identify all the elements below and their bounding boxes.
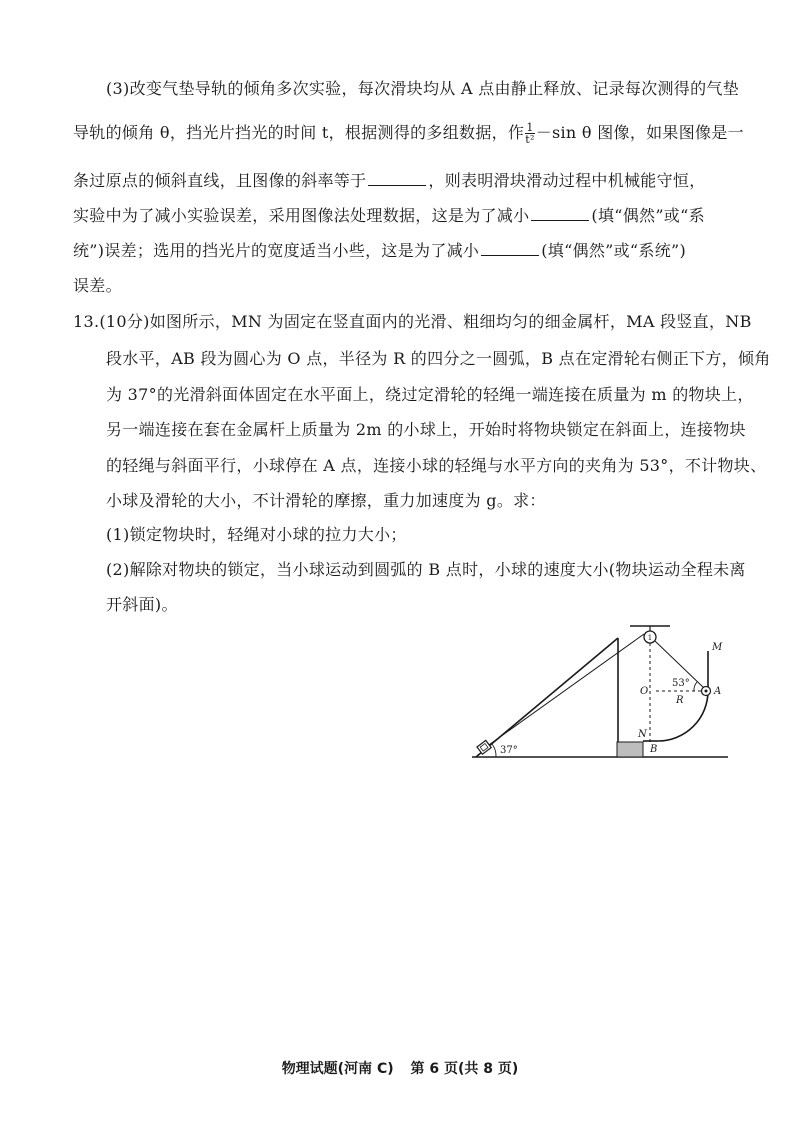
part3-line5-a: 统”)误差；选用的挡光片的宽度适当小些，这是为了减小 (73, 241, 480, 260)
part3-line3-a: 条过原点的倾斜直线，且图像的斜率等于 (73, 171, 367, 190)
part3-line3-b: ，则表明滑块滑动过程中机械能守恒， (428, 171, 706, 190)
fraction-denominator: t² (525, 133, 535, 146)
part3-line4-b: (填“偶然”或“系 (591, 206, 705, 225)
rope-to-block (486, 634, 644, 747)
q13-line3: 为 37°的光滑斜面体固定在水平面上，绕过定滑轮的轻绳一端连接在质量为 m 的物块上， (106, 385, 754, 404)
angle-53-label: 53° (672, 678, 690, 689)
page-footer (0, 1058, 800, 1078)
part3-line4-a: 实验中为了减小实验误差，采用图像法处理数据，这是为了减小 (73, 206, 530, 225)
label-N: N (638, 729, 647, 740)
part3-line2-b: －sin θ 图像，如果图像是一 (535, 123, 744, 142)
footer-page-number: 第 6 页(共 8 页) (410, 1061, 519, 1077)
support-block (617, 742, 643, 757)
q13-line2: 段水平，AB 段为圆心为 O 点，半径为 R 的四分之一圆弧，B 点在定滑轮右侧正下方，倾角 (106, 349, 771, 368)
ball-center-dot (705, 690, 708, 693)
q13-line1: 13.(10分)如图所示，MN 为固定在竖直面内的光滑、粗细均匀的细金属杆，MA 段竖直，NB (73, 312, 752, 331)
angle-37-label: 37° (500, 745, 518, 756)
q13-line4: 另一端连接在套在金属杆上质量为 2m 的小球上，开始时将物块锁定在斜面上，连接物块 (106, 420, 746, 439)
label-M: M (712, 642, 723, 653)
label-A: A (714, 686, 722, 697)
q13-subquestion-2-a: (2)解除对物块的锁定，当小球运动到圆弧的 B 点时，小球的速度大小(物块运动全程未离 (106, 560, 746, 579)
fraction-numerator: 1 (526, 121, 534, 134)
part3-line5-b: (填“偶然”或“系统”) (541, 241, 687, 260)
label-O: O (640, 686, 649, 697)
part3-line2-a: 导轨的倾角 θ，挡光片挡光的时间 t，根据测得的多组数据，作 (73, 123, 525, 142)
q13-line5: 的轻绳与斜面平行，小球停在 A 点，连接小球的轻绳与水平方向的夹角为 53°，不计物块、 (106, 456, 767, 475)
q13-line6: 小球及滑轮的大小，不计滑轮的摩擦，重力加速度为 g。求： (106, 491, 546, 510)
angle-37-arc (492, 744, 496, 757)
q13-subquestion-2-b: 开斜面)。 (106, 595, 178, 614)
part3-line6: 误差。 (73, 276, 122, 295)
pulley-mark: 1 (647, 634, 653, 642)
label-B: B (650, 744, 658, 755)
angle-53-arc (694, 682, 697, 691)
label-R: R (676, 695, 684, 706)
block-icon (477, 740, 491, 754)
part3-line1: (3)改变气垫导轨的倾角多次实验，每次滑块均从 A 点由静止释放、记录每次测得的气垫 (106, 79, 739, 98)
footer-subject: 物理试题(河南 C) (281, 1061, 394, 1077)
q13-subquestion-1: (1)锁定物块时，轻绳对小球的拉力大小； (106, 525, 407, 544)
